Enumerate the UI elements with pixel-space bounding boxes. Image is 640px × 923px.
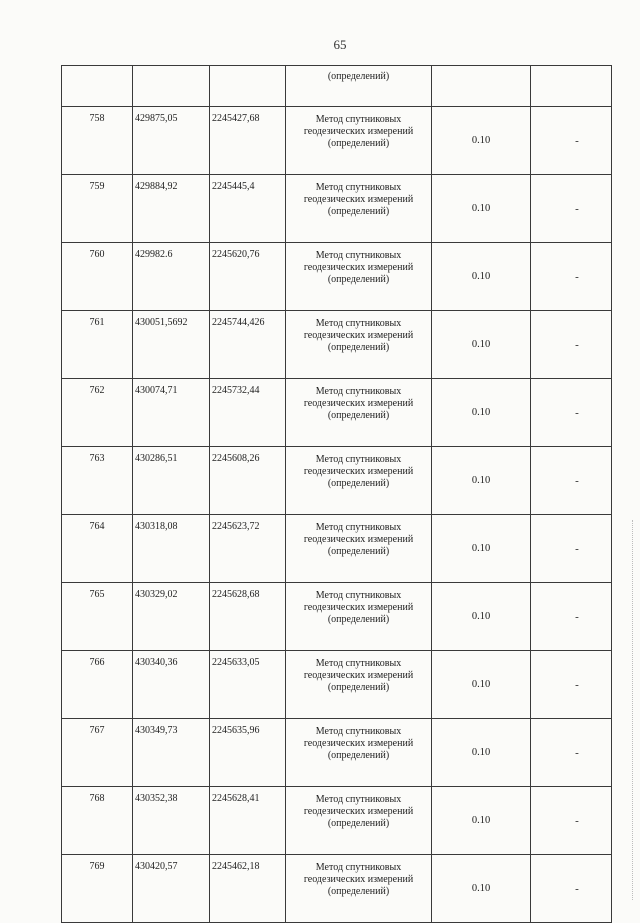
method-description	[286, 787, 432, 855]
method-line: геодезических измерений	[303, 330, 414, 341]
method-line: Метод спутниковых	[315, 658, 402, 669]
extra-value: -	[531, 515, 612, 583]
method-line: (определений)	[327, 478, 390, 489]
method-line: Метод спутниковых	[315, 114, 402, 125]
method-description	[286, 583, 432, 651]
precision-value: 0.10	[432, 651, 531, 719]
method-line: Метод спутниковых	[315, 386, 402, 397]
extra-value: -	[531, 175, 612, 243]
method-line: (определений)	[327, 546, 390, 557]
method-line: геодезических измерений	[303, 398, 414, 409]
method-line: (определений)	[327, 206, 390, 217]
page-number: 65	[333, 37, 347, 52]
coordinate-x: 430340,36	[133, 651, 210, 719]
coordinate-y: 2245462,18	[210, 855, 286, 923]
method-line: геодезических измерений	[303, 874, 414, 885]
method-description	[286, 855, 432, 923]
cell-precision	[432, 66, 531, 107]
method-line: геодезических измерений	[303, 738, 414, 749]
method-line: геодезических измерений	[303, 466, 414, 477]
extra-value: -	[531, 379, 612, 447]
cell-x	[133, 66, 210, 107]
extra-value: -	[531, 311, 612, 379]
coordinate-x: 430420,57	[133, 855, 210, 923]
method-line: Метод спутниковых	[315, 454, 402, 465]
table-row	[62, 175, 612, 243]
table-row	[62, 243, 612, 311]
coordinate-y: 2245732,44	[210, 379, 286, 447]
cell-extra	[531, 66, 612, 107]
method-line: геодезических измерений	[303, 806, 414, 817]
point-number: 758	[62, 107, 133, 175]
coordinate-x: 430349,73	[133, 719, 210, 787]
extra-value: -	[531, 447, 612, 515]
method-line: геодезических измерений	[303, 534, 414, 545]
table-row	[62, 515, 612, 583]
method-line: Метод спутниковых	[315, 794, 402, 805]
cell-method: (определений)	[286, 66, 432, 107]
precision-value: 0.10	[432, 855, 531, 923]
coordinate-x: 430352,38	[133, 787, 210, 855]
continuation-row	[62, 66, 612, 107]
coordinate-y: 2245445,4	[210, 175, 286, 243]
point-number: 765	[62, 583, 133, 651]
point-number: 762	[62, 379, 133, 447]
table-row	[62, 583, 612, 651]
precision-value: 0.10	[432, 243, 531, 311]
coordinate-x: 430286,51	[133, 447, 210, 515]
point-number: 759	[62, 175, 133, 243]
precision-value: 0.10	[432, 107, 531, 175]
method-description	[286, 719, 432, 787]
extra-value: -	[531, 107, 612, 175]
table-row	[62, 379, 612, 447]
method-line: геодезических измерений	[303, 194, 414, 205]
point-number: 769	[62, 855, 133, 923]
method-line: (определений)	[327, 682, 390, 693]
table-row	[62, 311, 612, 379]
extra-value: -	[531, 719, 612, 787]
method-description	[286, 311, 432, 379]
point-number: 761	[62, 311, 133, 379]
coordinate-y: 2245635,96	[210, 719, 286, 787]
coordinate-y: 2245608,26	[210, 447, 286, 515]
coordinate-y: 2245744,426	[210, 311, 286, 379]
method-line: (определений)	[327, 138, 390, 149]
precision-value: 0.10	[432, 583, 531, 651]
point-number: 764	[62, 515, 133, 583]
point-number: 760	[62, 243, 133, 311]
extra-value: -	[531, 583, 612, 651]
method-description	[286, 175, 432, 243]
method-line: (определений)	[327, 886, 390, 897]
method-line: Метод спутниковых	[315, 726, 402, 737]
method-line: Метод спутниковых	[315, 318, 402, 329]
coordinates-table	[61, 65, 612, 923]
coordinate-y: 2245628,68	[210, 583, 286, 651]
method-line: Метод спутниковых	[315, 862, 402, 873]
point-number: 763	[62, 447, 133, 515]
method-line: (определений)	[327, 274, 390, 285]
method-description	[286, 107, 432, 175]
coordinate-x: 430329,02	[133, 583, 210, 651]
method-description	[286, 447, 432, 515]
method-line: геодезических измерений	[303, 262, 414, 273]
method-description	[286, 651, 432, 719]
method-line: (определений)	[327, 410, 390, 421]
coordinate-x: 430074,71	[133, 379, 210, 447]
precision-value: 0.10	[432, 787, 531, 855]
method-line: (определений)	[327, 614, 390, 625]
method-line: (определений)	[327, 750, 390, 761]
extra-value: -	[531, 243, 612, 311]
extra-value: -	[531, 855, 612, 923]
precision-value: 0.10	[432, 719, 531, 787]
method-line: Метод спутниковых	[315, 182, 402, 193]
method-description	[286, 379, 432, 447]
precision-value: 0.10	[432, 379, 531, 447]
method-line: Метод спутниковых	[315, 522, 402, 533]
table-row	[62, 447, 612, 515]
method-line: геодезических измерений	[303, 602, 414, 613]
table-row	[62, 651, 612, 719]
method-line: геодезических измерений	[303, 670, 414, 681]
extra-value: -	[531, 651, 612, 719]
method-description	[286, 515, 432, 583]
coordinate-y: 2245623,72	[210, 515, 286, 583]
coordinate-x: 429884,92	[133, 175, 210, 243]
coordinates-table-body	[62, 66, 612, 923]
table-row	[62, 107, 612, 175]
coordinate-y: 2245633,05	[210, 651, 286, 719]
coordinate-x: 429875,05	[133, 107, 210, 175]
coordinate-y: 2245628,41	[210, 787, 286, 855]
margin-perforation	[632, 520, 636, 900]
table-row	[62, 719, 612, 787]
coordinate-y: 2245427,68	[210, 107, 286, 175]
precision-value: 0.10	[432, 447, 531, 515]
method-description	[286, 243, 432, 311]
method-line: (определений)	[327, 818, 390, 829]
point-number: 767	[62, 719, 133, 787]
table-row	[62, 787, 612, 855]
precision-value: 0.10	[432, 515, 531, 583]
point-number: 768	[62, 787, 133, 855]
coordinate-x: 430318,08	[133, 515, 210, 583]
cell-num	[62, 66, 133, 107]
table-row	[62, 855, 612, 923]
precision-value: 0.10	[432, 175, 531, 243]
method-line: (определений)	[327, 342, 390, 353]
method-line: Метод спутниковых	[315, 250, 402, 261]
method-line: геодезических измерений	[303, 126, 414, 137]
precision-value: 0.10	[432, 311, 531, 379]
cell-y	[210, 66, 286, 107]
point-number: 766	[62, 651, 133, 719]
method-line: Метод спутниковых	[315, 590, 402, 601]
coordinate-x: 429982.6	[133, 243, 210, 311]
extra-value: -	[531, 787, 612, 855]
coordinate-y: 2245620,76	[210, 243, 286, 311]
coordinate-x: 430051,5692	[133, 311, 210, 379]
